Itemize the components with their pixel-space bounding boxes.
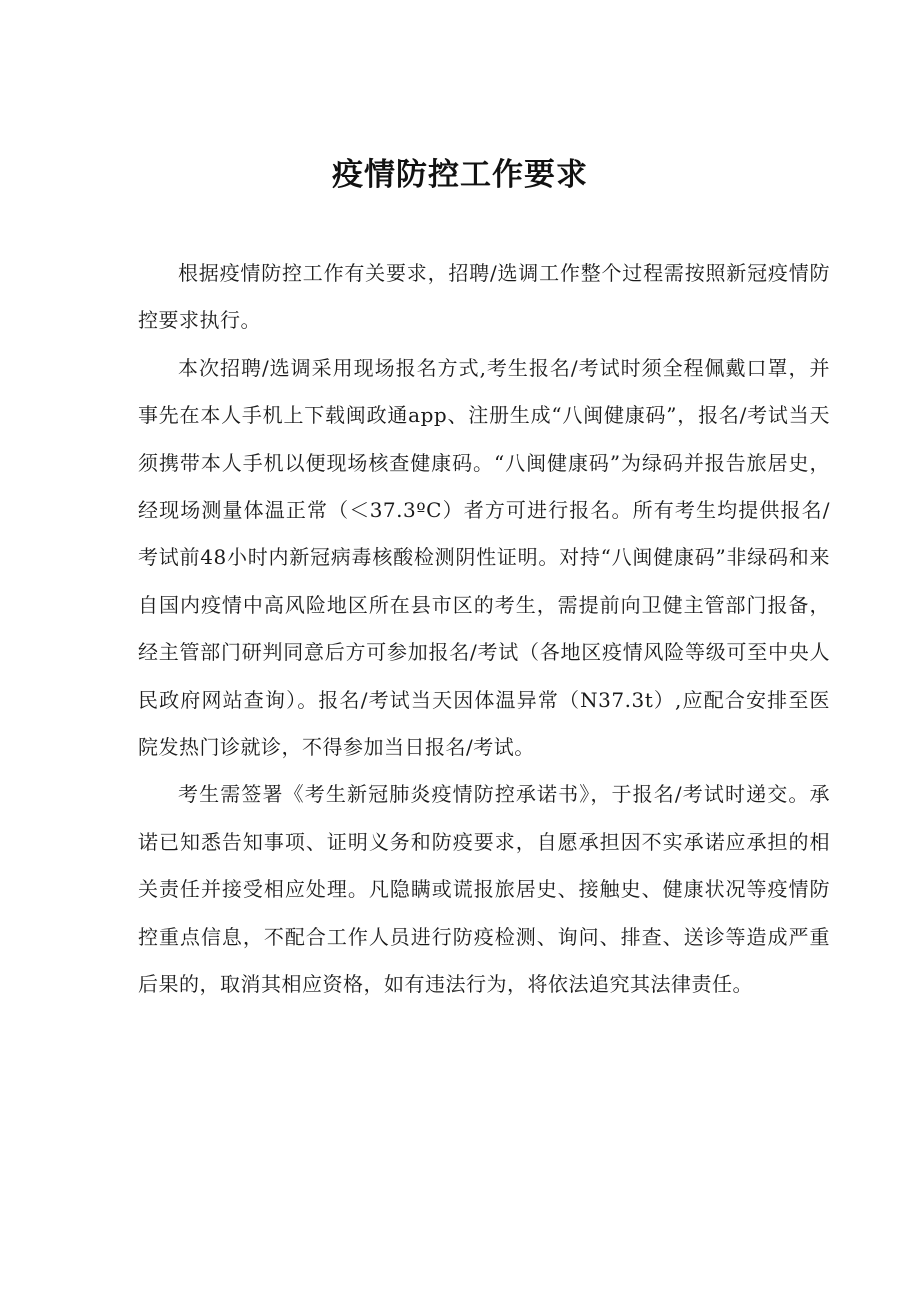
paragraph-registration: 本次招聘/选调采用现场报名方式,考生报名/考试时须全程佩戴口罩，并事先在本人手机上下载闽政通app、注册生成“八闽健康码”，报名/考试当天须携带本人手机以便现场核查健康码。“八闽健康码”为绿码并报告旅居史，经现场测量体温正常（＜37.3ºC）者方可进行报名。所有考生均提供报名/考试前48小时内新冠病毒核酸检测阴性证明。对持“八闽健康码”非绿码和来自国内疫情中高风险地区所在县市区的考生，需提前向卫健主管部门报备，经主管部门研判同意后方可参加报名/考试（各地区疫情风险等级可至中央人民政府网站查询）。报名/考试当天因体温异常（N37.3t）,应配合安排至医院发热门诊就诊，不得参加当日报名/考试。 [138, 355, 830, 760]
page-title: 疫情防控工作要求 [332, 157, 588, 193]
paragraph-requirements: 根据疫情防控工作有关要求，招聘/选调工作整个过程需按照新冠疫情防控要求执行。 [138, 261, 830, 333]
paragraph-commitment: 考生需签署《考生新冠肺炎疫情防控承诺书》，于报名/考试时递交。承诺已知悉告知事项、证明义务和防疫要求，自愿承担因不实承诺应承担的相关责任并接受相应处理。凡隐瞒或谎报旅居史、接触史、健康状况等疫情防控重点信息，不配合工作人员进行防疫检测、询问、排查、送诊等造成严重后果的，取消其相应资格，如有违法行为，将依法追究其法律责任。 [138, 782, 830, 997]
document-body [138, 250, 830, 1009]
